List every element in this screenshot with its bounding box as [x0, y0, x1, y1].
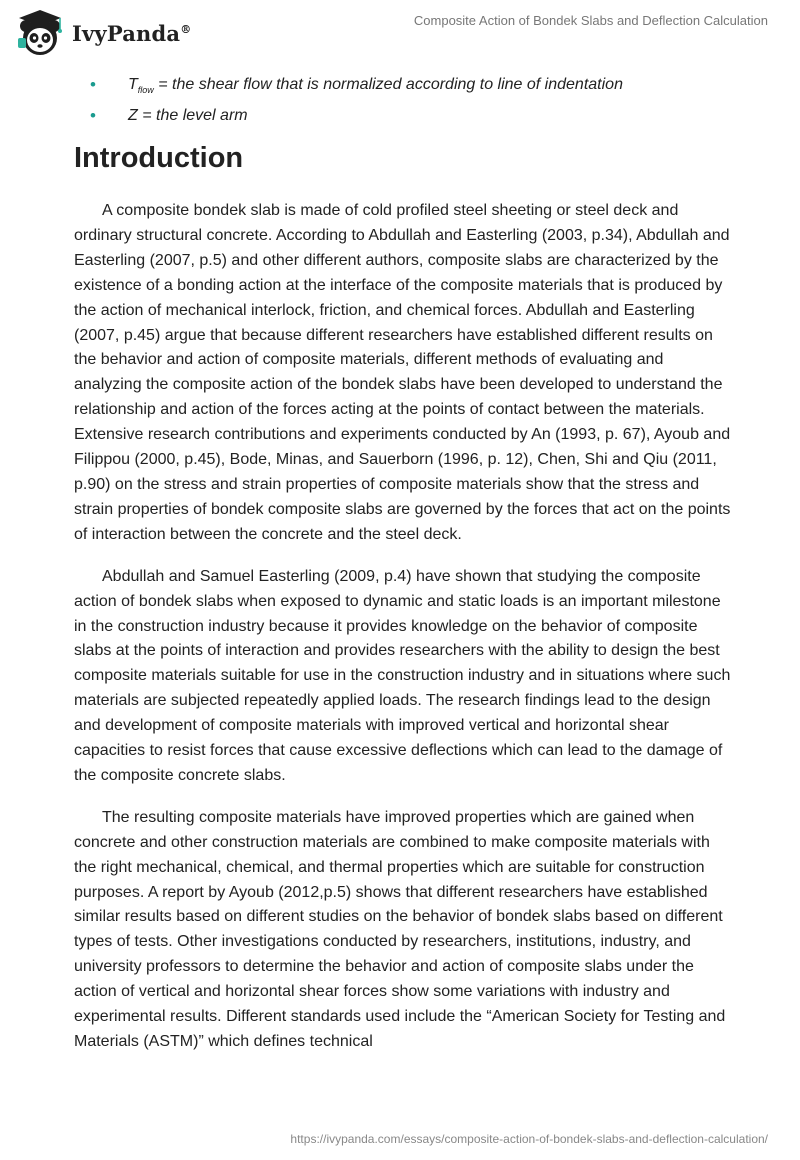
list-item: • Z = the level arm	[74, 103, 754, 128]
definition-list	[74, 72, 754, 128]
paragraph: A composite bondek slab is made of cold profiled steel sheeting or steel deck and ordinary structural concrete. According to Abdullah and Easterling (2003, p.34), Abdullah and Easterling (2007, p.5) and other different authors, composite slabs are characterized by the existence of a bonding action at the interface of the composite materials that is produced by the action of mechanical interlock, friction, and chemical forces. Abdullah and Easterling (2007, p.45) argue that because different researchers have established different results on the behavior and action of composite materials, different methods of evaluating and analyzing the composite action of the bondek slabs have been developed to understand the relationship and action of the forces acting at the points of contact between the materials. Extensive research contributions and experiments conducted by An (1993, p. 67), Ayoub and Filippou (2000, p.45), Bode, Minas, and Sauerborn (1996, p. 12), Chen, Shi and Qiu (2011, p.90) on the stress and strain properties of composite materials show that the stress and strain properties of bondek composite slabs are governed by the forces that act on the points of interaction between the concrete and the steel deck.	[74, 202, 731, 543]
source-url[interactable]: https://ivypanda.com/essays/composite-action-of-bondek-slabs-and-deflection-calculation/	[290, 1132, 768, 1146]
brand-name: IvyPanda®	[72, 20, 192, 46]
bullet-icon: •	[90, 75, 96, 94]
paragraph: Abdullah and Samuel Easterling (2009, p.4) have shown that studying the composite action of bondek slabs when exposed to dynamic and static loads is an important milestone in the construction industry because it provides knowledge on the behavior of composite slabs at the points of interaction and provides researchers with the ability to design the best composite materials suitable for use in the construction industry and in situations where such materials are subjected repeatedly applied loads. The research findings lead to the design and development of composite materials with improved vertical and horizontal shear capacities to resist forces that cause excessive deflections which can lead to the damage of the composite concrete slabs.	[74, 567, 731, 784]
bullet-icon: •	[90, 106, 96, 126]
ivypanda-logo[interactable]	[14, 8, 191, 58]
document-title: Composite Action of Bondek Slabs and Deflection Calculation	[413, 13, 768, 28]
article-body	[74, 199, 734, 1072]
list-item: • $T_{flow}$ = the shear flow that is normalized according to line of indentation	[74, 72, 754, 103]
page-header	[0, 0, 800, 62]
panda-graduate-icon	[14, 8, 66, 58]
section-heading: Introduction	[74, 142, 244, 174]
paragraph: The resulting composite materials have improved properties which are gained when concrete and other construction materials are combined to make composite materials with the right mechanical, chemical, and thermal properties which are suitable for construction purposes. A report by Ayoub (2012,p.5) shows that different researchers have established similar results based on different studies on the behavior of bondek slabs based on different types of tests. Other investigations conducted by researchers, institutions, industry, and university professors to determine the behavior and action of composite slabs under the action of vertical and horizontal shear forces show some variations with industry and experimental results. Different standards used include the “American Society for Testing and Materials (ASTM)” which defines technical	[74, 808, 726, 1050]
